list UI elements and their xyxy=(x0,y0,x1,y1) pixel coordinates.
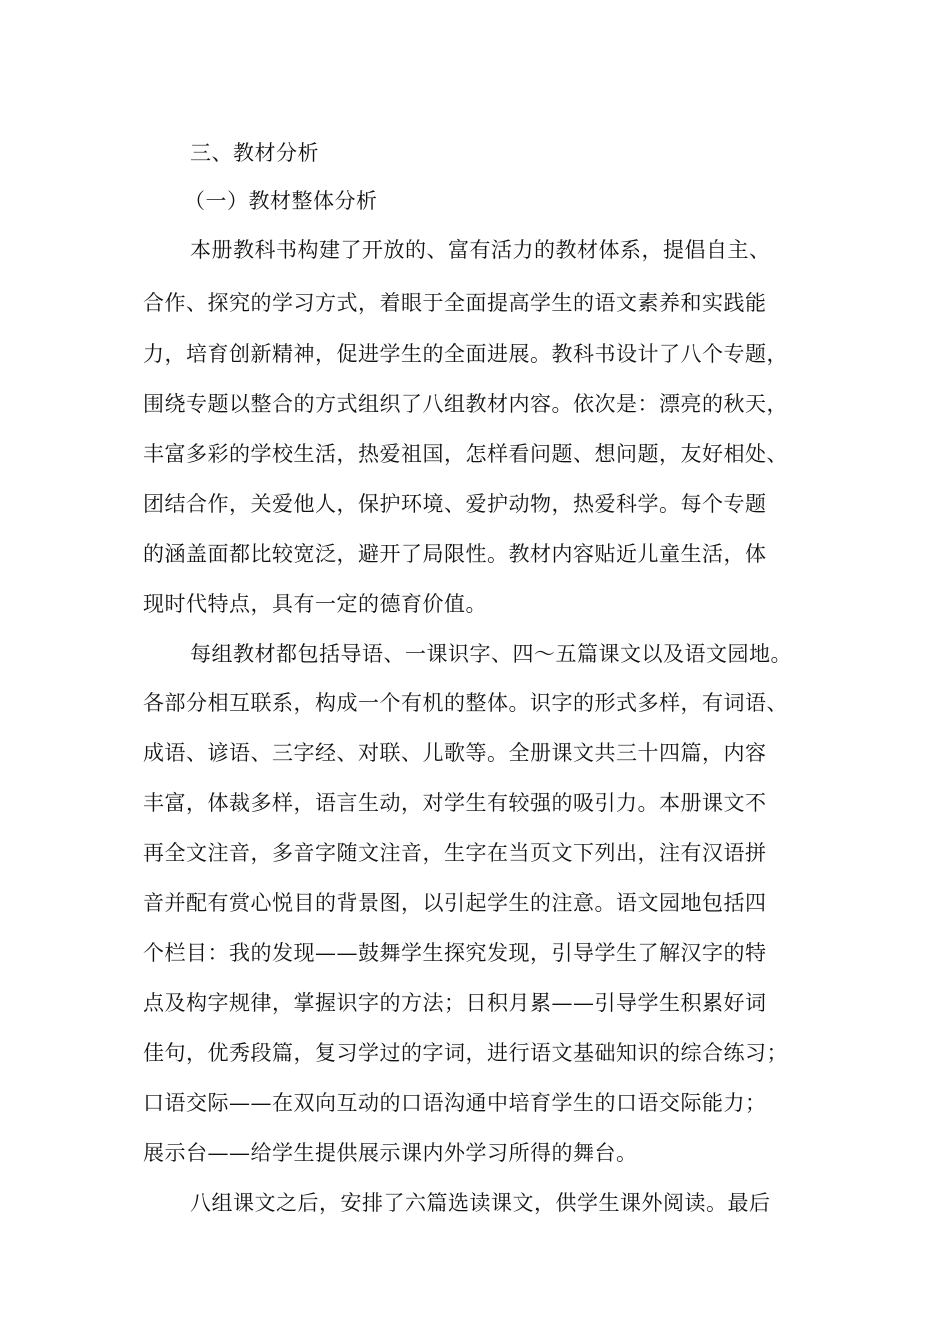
text-line: 每组教材都包括导语、一课识字、四～五篇课文以及语文园地。 xyxy=(190,642,792,666)
text-line: 的涵盖面都比较宽泛，避开了局限性。教材内容贴近儿童生活，体 xyxy=(143,542,767,566)
text-line: 现时代特点，具有一定的德育价值。 xyxy=(143,592,487,616)
text-line: 各部分相互联系，构成一个有机的整体。识字的形式多样，有词语、 xyxy=(143,691,788,715)
text-line: 点及构字规律，掌握识字的方法；日积月累——引导学生积累好词 xyxy=(143,991,767,1015)
text-line: 佳句，优秀段篇，复习学过的字词，进行语文基础知识的综合练习； xyxy=(143,1041,788,1065)
text-line: 口语交际——在双向互动的口语沟通中培育学生的口语交际能力； xyxy=(143,1091,767,1115)
text-line: 八组课文之后，安排了六篇选读课文，供学生课外阅读。最后 xyxy=(190,1191,771,1215)
text-line: 围绕专题以整合的方式组织了八组教材内容。依次是：漂亮的秋天， xyxy=(143,392,788,416)
section-heading: 三、教材分析 xyxy=(190,141,319,165)
text-line: 团结合作，关爱他人，保护环境、爱护动物，热爱科学。每个专题 xyxy=(143,492,767,516)
text-line: 成语、谚语、三字经、对联、儿歌等。全册课文共三十四篇，内容 xyxy=(143,741,767,765)
text-line: 合作、探究的学习方式，着眼于全面提高学生的语文素养和实践能 xyxy=(143,291,767,315)
text-line: 丰富多彩的学校生活，热爱祖国，怎样看问题、想问题，友好相处、 xyxy=(143,442,788,466)
text-line: 展示台——给学生提供展示课内外学习所得的舞台。 xyxy=(143,1141,638,1165)
text-line: 力，培育创新精神，促进学生的全面进展。教科书设计了八个专题， xyxy=(143,342,788,366)
text-line: 本册教科书构建了开放的、富有活力的教材体系，提倡自主、 xyxy=(190,238,771,262)
subsection-heading: （一）教材整体分析 xyxy=(184,189,378,213)
text-line: 个栏目：我的发现——鼓舞学生探究发现，引导学生了解汉字的特 xyxy=(143,941,767,965)
text-line: 音并配有赏心悦目的背景图，以引起学生的注意。语文园地包括四 xyxy=(143,891,767,915)
text-line: 再全文注音，多音字随文注音，生字在当页文下列出，注有汉语拼 xyxy=(143,841,767,865)
text-line: 丰富，体裁多样，语言生动，对学生有较强的吸引力。本册课文不 xyxy=(143,791,767,815)
